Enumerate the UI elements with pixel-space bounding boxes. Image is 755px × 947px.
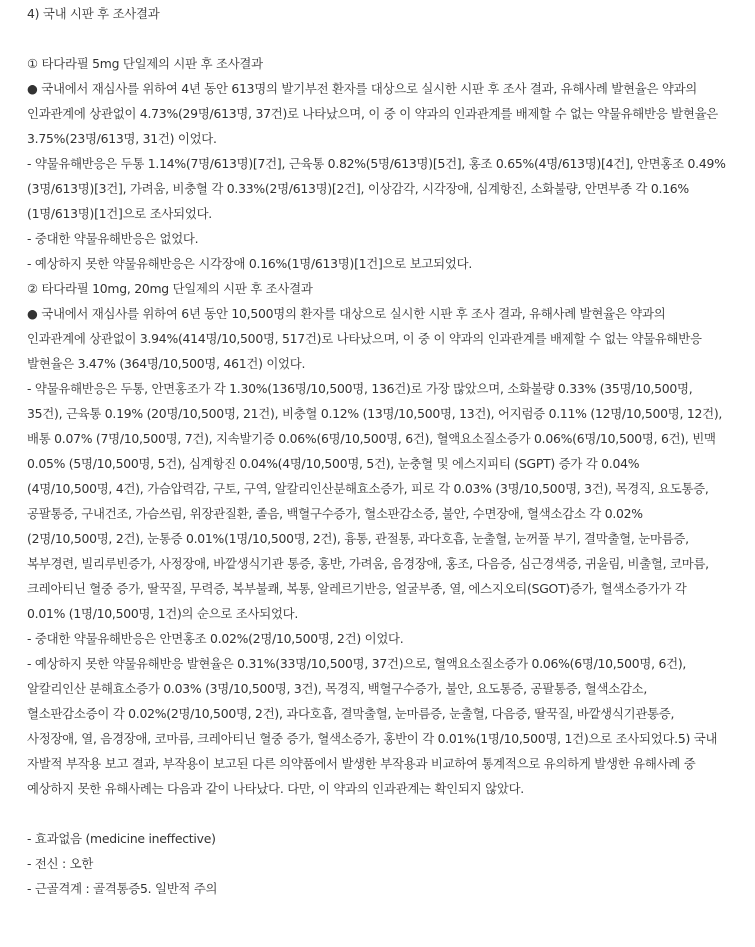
subsection-1-unexpected: - 예상하지 못한 약물유해반응은 시각장애 0.16%(1명/613명)[1건]으로 보고되었다.	[27, 256, 473, 271]
subsection-2-unexpected: - 예상하지 못한 약물유해반응 발현율은 0.31%(33명/10,500명, 37건)으로, 혈액요소질소증가 0.06%(6명/10,500명, 6건), 알칼리인산 분해효소증가 0.03% (3명/10,500명, 3건), 목경직, 백혈구수증가, 불안, 요도통증, 공팔통증, 혈색소감소, 혈소판감소증이 각 0.02%(2명/10,500명, 2건), 과다호흡, 결막출혈, 눈마름증, 눈출혈, 다음증, 딸꾹질, 바깥생식기관통증, 사정장애, 열, 음경장애, 코마름, 크레아티닌 혈중 증가, 혈색소증가, 홍반이 각 0.01%(1명/10,500명, 1건)으로 조사되었다.5) 국내 자발적 부작용 보고 결과, 부작용이 보고된 다른 의약품에서 발생한 부작용과 비교하여 통계적으로 유의하게 발생한 유해사례 중 예상하지 못한 유해사례는 다음과 같이 나타났다. 다만, 이 약과의 인과관계는 확인되지 않았다.	[27, 656, 721, 796]
list-item: - 효과없음 (medicine ineffective)	[27, 831, 216, 846]
document-body	[27, 1, 727, 901]
list-item: - 전신 : 오한	[27, 856, 94, 871]
subsection-2-serious: - 중대한 약물유해반응은 안면홍조 0.02%(2명/10,500명, 2건) 이었다.	[27, 631, 404, 646]
subsection-1-summary: ● 국내에서 재심사를 위하여 4년 동안 613명의 발기부전 환자를 대상으로 실시한 시판 후 조사 결과, 유해사례 발현율은 약과의 인과관계에 상관없이 4.73%(29명/613명, 37건)로 나타났으며, 이 중 이 약과의 인과관계를 배제할 수 없는 약물유해반응 발현율은 3.75%(23명/613명, 31건) 이었다.	[27, 81, 722, 146]
subsection-1-adr: - 약물유해반응은 두통 1.14%(7명/613명)[7건], 근육통 0.82%(5명/613명)[5건], 홍조 0.65%(4명/613명)[4건], 안면홍조 0.49%(3명/613명)[3건], 가려움, 비충혈 각 0.33%(2명/613명)[2건], 이상감각, 시각장애, 심계항진, 소화불량, 안면부종 각 0.16%(1명/613명)[1건]으로 조사되었다.	[27, 156, 726, 221]
section-heading: 4) 국내 시판 후 조사결과	[27, 6, 160, 21]
subsection-1-title: ① 타다라필 5mg 단일제의 시판 후 조사결과	[27, 56, 263, 71]
subsection-2-summary: ● 국내에서 재심사를 위하여 6년 동안 10,500명의 환자를 대상으로 실시한 시판 후 조사 결과, 유해사례 발현율은 약과의 인과관계에 상관없이 3.94%(414명/10,500명, 517건)로 나타났으며, 이 중 이 약과의 인과관계를 배제할 수 없는 약물유해반응 발현율은 3.47% (364명/10,500명, 461건) 이었다.	[27, 306, 706, 371]
spacer	[27, 801, 727, 826]
subsection-2-title: ② 타다라필 10mg, 20mg 단일제의 시판 후 조사결과	[27, 281, 313, 296]
list-item: - 근골격계 : 골격통증5. 일반적 주의	[27, 881, 218, 896]
subsection-2-adr: - 약물유해반응은 두통, 안면홍조가 각 1.30%(136명/10,500명, 136건)로 가장 많았으며, 소화불량 0.33% (35명/10,500명, 35건), 근육통 0.19% (20명/10,500명, 21건), 비충혈 0.12% (13명/10,500명, 13건), 어지럼증 0.11% (12명/10,500명, 12건), 배통 0.07% (7명/10,500명, 7건), 지속발기증 0.06%(6명/10,500명, 6건), 혈액요소질소증가 0.06%(6명/10,500명, 6건), 빈맥 0.05% (5명/10,500명, 5건), 심계항진 0.04%(4명/10,500명, 5건), 눈충혈 및 에스지피티 (SGPT) 증가 각 0.04% (4명/10,500명, 4건), 가슴압력감, 구토, 구역, 알칼리인산분해효소증가, 피로 각 0.03% (3명/10,500명, 3건), 목경직, 요도통증, 공팔통증, 구내건조, 가슴쓰림, 위장관질환, 졸음, 백혈구수증가, 혈소판감소증, 불안, 수면장애, 혈색소감소 각 0.02% (2명/10,500명, 2건), 눈통증 0.01%(1명/10,500명, 2건), 흉통, 관절통, 과다호흡, 눈출혈, 눈꺼풀 부기, 결막출혈, 눈마름증, 복부경련, 빌리루빈증가, 사정장애, 바깥생식기관 통증, 홍반, 가려움, 음경장애, 홍조, 다음증, 심근경색증, 귀울림, 비출혈, 코마름, 크레아티닌 혈중 증가, 딸꾹질, 무력증, 복부불쾌, 복통, 알레르기반응, 얼굴부종, 열, 에스지오티(SGOT)증가, 혈색소증가가 각 0.01% (1명/10,500명, 1건)의 순으로 조사되었다.	[27, 381, 726, 621]
spacer	[27, 26, 727, 51]
subsection-1-serious: - 중대한 약물유해반응은 없었다.	[27, 231, 199, 246]
